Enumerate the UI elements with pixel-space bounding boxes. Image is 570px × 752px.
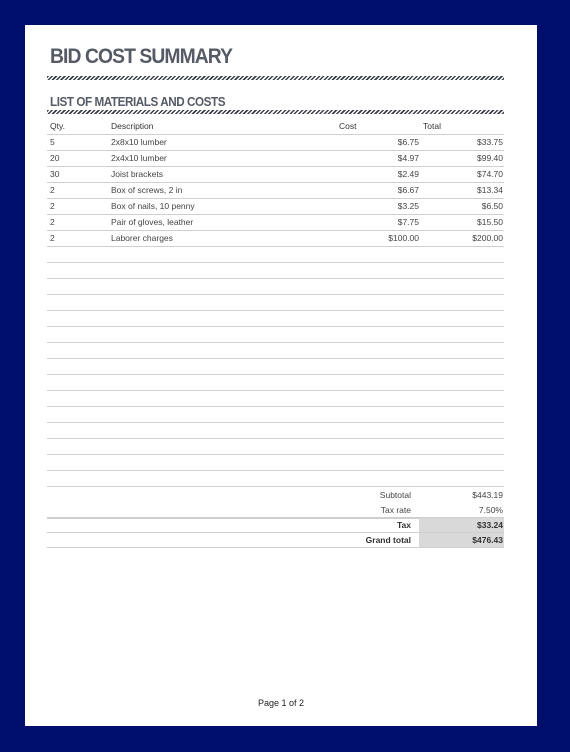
- cell-total: $13.34: [477, 185, 503, 195]
- summary-label: Tax rate: [380, 505, 411, 515]
- cell-description: Pair of gloves, leather: [111, 217, 194, 227]
- summary-row-tax: [47, 518, 504, 533]
- cell-qty: 2: [50, 233, 55, 243]
- table-row: [47, 135, 504, 151]
- cell-description: Laborer charges: [111, 233, 173, 243]
- table-row-empty: [47, 407, 504, 423]
- cell-total: $33.75: [477, 137, 503, 147]
- cell-qty: 5: [50, 137, 55, 147]
- table-row: [47, 215, 504, 231]
- table-row-empty: [47, 343, 504, 359]
- table-row-empty: [47, 279, 504, 295]
- summary-row-subtotal: [47, 488, 504, 503]
- cell-description: Box of screws, 2 in: [111, 185, 183, 195]
- cell-total: $74.70: [477, 169, 503, 179]
- table-row-empty: [47, 311, 504, 327]
- section-divider: [47, 110, 504, 114]
- cell-cost: $6.75: [397, 137, 419, 147]
- table-header-row: [47, 119, 504, 135]
- title-divider: [47, 76, 504, 80]
- table-row: [47, 199, 504, 215]
- table-row-empty: [47, 391, 504, 407]
- cell-description: Joist brackets: [111, 169, 163, 179]
- summary-value: $443.19: [472, 490, 503, 500]
- table-row-empty: [47, 327, 504, 343]
- column-header-total: Total: [423, 121, 441, 131]
- materials-table: [47, 119, 504, 519]
- cell-qty: 2: [50, 185, 55, 195]
- summary-value: 7.50%: [478, 505, 503, 515]
- table-row: [47, 151, 504, 167]
- table-row-empty: [47, 247, 504, 263]
- cell-total: $6.50: [481, 201, 503, 211]
- table-row-empty: [47, 263, 504, 279]
- summary-value: $476.43: [419, 533, 504, 547]
- table-body: [47, 135, 504, 519]
- cell-cost: $3.25: [397, 201, 419, 211]
- summary-label: Grand total: [365, 535, 411, 545]
- table-row: [47, 231, 504, 247]
- table-row-empty: [47, 455, 504, 471]
- cell-description: Box of nails, 10 penny: [111, 201, 195, 211]
- table-row: [47, 183, 504, 199]
- table-row-empty: [47, 375, 504, 391]
- cell-total: $200.00: [472, 233, 503, 243]
- summary-label: Subtotal: [379, 490, 411, 500]
- table-row-empty: [47, 359, 504, 375]
- section-title: LIST OF MATERIALS AND COSTS: [50, 94, 226, 109]
- cell-cost: $100.00: [388, 233, 419, 243]
- document-page: [25, 25, 537, 726]
- cell-qty: 30: [50, 169, 60, 179]
- table-row: [47, 167, 504, 183]
- cell-total: $15.50: [477, 217, 503, 227]
- summary-row-tax-rate: [47, 503, 504, 518]
- table-row-empty: [47, 439, 504, 455]
- summary-row-grand-total: [47, 533, 504, 548]
- page-footer: Page 1 of 2: [257, 698, 305, 708]
- cell-cost: $6.67: [397, 185, 419, 195]
- summary-label: Tax: [396, 520, 411, 530]
- cell-qty: 2: [50, 201, 55, 211]
- cell-cost: $4.97: [397, 153, 419, 163]
- table-row-empty: [47, 471, 504, 487]
- document-title: BID COST SUMMARY: [50, 45, 233, 68]
- summary-value: $33.24: [419, 518, 504, 532]
- column-header-qty: Qty.: [50, 121, 65, 131]
- cell-total: $99.40: [477, 153, 503, 163]
- table-row-empty: [47, 423, 504, 439]
- table-row-empty: [47, 295, 504, 311]
- column-header-cost: Cost: [339, 121, 357, 131]
- cell-cost: $2.49: [397, 169, 419, 179]
- cell-qty: 2: [50, 217, 55, 227]
- cell-description: 2x4x10 lumber: [111, 153, 167, 163]
- cell-description: 2x8x10 lumber: [111, 137, 167, 147]
- summary-block: [47, 488, 504, 548]
- cell-qty: 20: [50, 153, 60, 163]
- cell-cost: $7.75: [397, 217, 419, 227]
- column-header-description: Description: [111, 121, 154, 131]
